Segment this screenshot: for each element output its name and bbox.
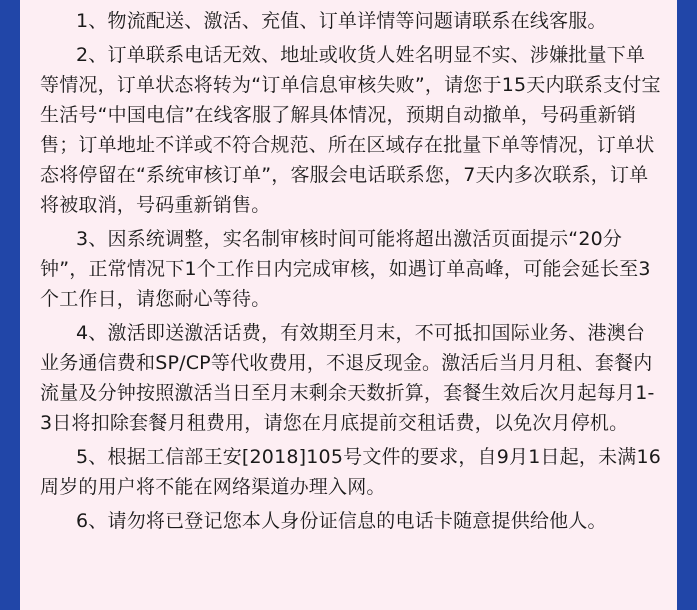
notice-item-1: 1、物流配送、激活、充值、订单详情等问题请联系在线客服。: [76, 10, 607, 32]
notice-item-6: 6、请勿将已登记您本人身份证信息的电话卡随意提供给他人。: [76, 510, 607, 532]
notice-item-2: 2、订单联系电话无效、地址或收货人姓名明显不实、涉嫌批量下单等情况，订单状态将转为“订单信息审核失败”，请您于15天内联系支付宝生活号“中国电信”在线客服了解具体情况，预期自动撤单，号码重新销售；订单地址不详或不符合规范、所在区域存在批量下单等情况，订单状态将停留在“系统审核订单”，客服会电话联系您，7天内多次联系，订单将被取消，号码重新销售。: [40, 44, 661, 216]
notice-item-3: 3、因系统调整，实名制审核时间可能将超出激活页面提示“20分钟”，正常情况下1个工作日内完成审核，如遇订单高峰，可能会延长至3个工作日，请您耐心等待。: [40, 228, 651, 310]
notice-panel: [20, 0, 677, 610]
notice-item-4: 4、激活即送激活话费，有效期至月末，不可抵扣国际业务、港澳台业务通信费和SP/CP等代收费用，不退反现金。激活后当月月租、套餐内流量及分钟按照激活当日至月末剩余天数折算，套餐生效后次月起每月1-3日将扣除套餐月租费用，请您在月底提前交租话费，以免次月停机。: [40, 322, 655, 434]
notice-item-5: 5、根据工信部王安[2018]105号文件的要求，自9月1日起，未满16周岁的用户将不能在网络渠道办理入网。: [40, 446, 662, 498]
